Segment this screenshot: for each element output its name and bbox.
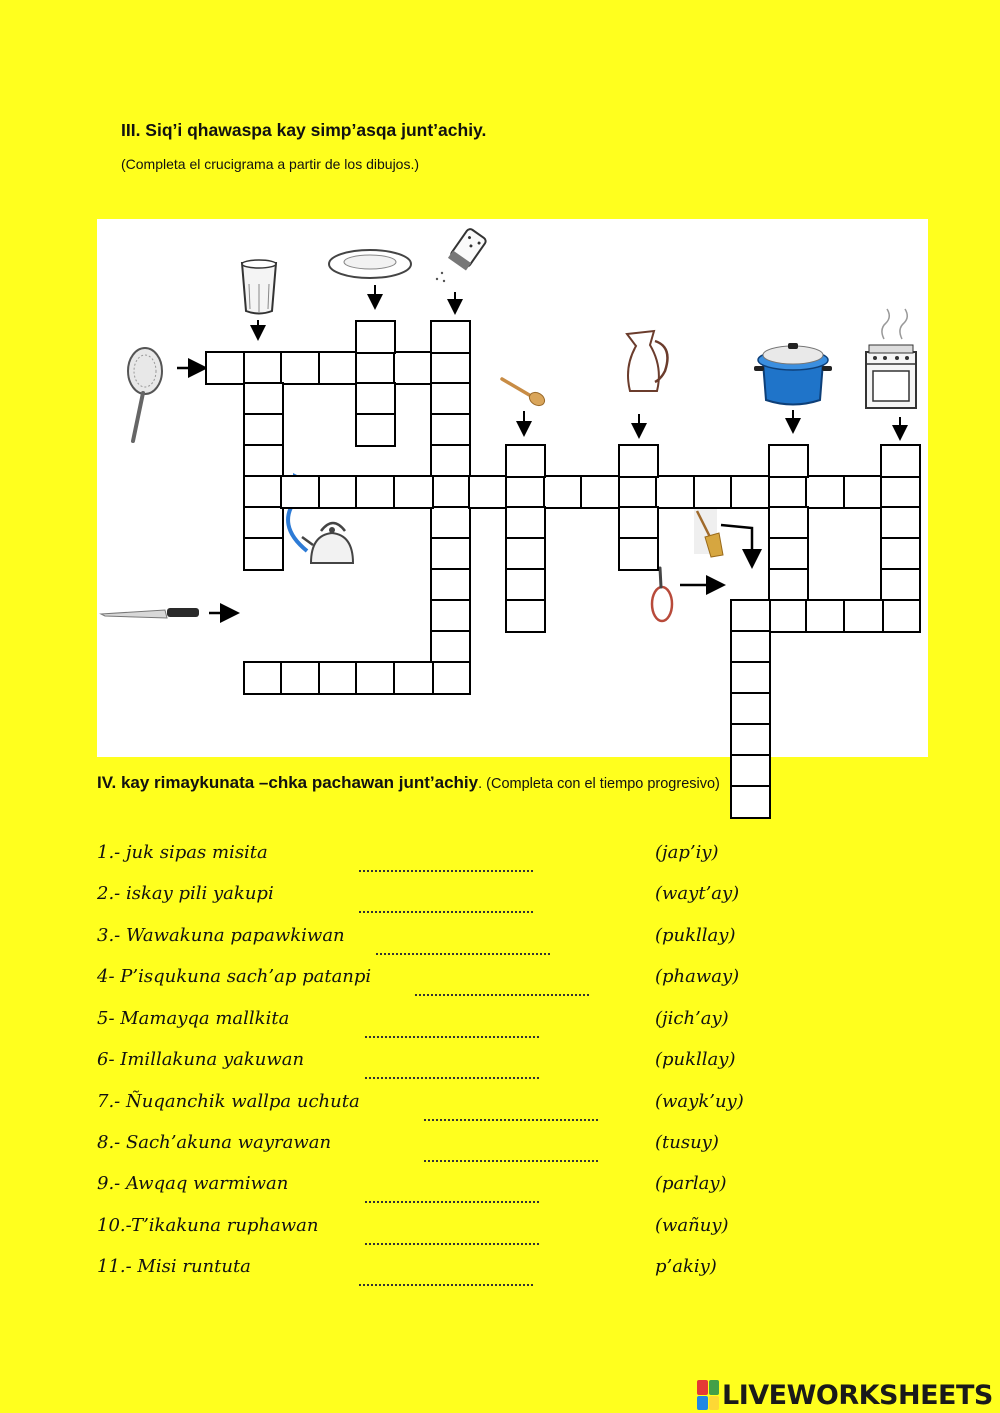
crossword-letter-input[interactable] bbox=[245, 539, 282, 569]
crossword-letter-input[interactable] bbox=[582, 477, 619, 507]
answer-input[interactable] bbox=[376, 927, 550, 955]
crossword-cell[interactable] bbox=[430, 382, 471, 416]
crossword-cell[interactable] bbox=[843, 475, 884, 509]
exercise-sentence: 9.- Awqaq warmiwan bbox=[97, 1173, 289, 1194]
crossword-cell[interactable] bbox=[355, 320, 396, 354]
crossword-cell[interactable] bbox=[730, 661, 771, 695]
exercise-item bbox=[97, 1132, 897, 1162]
crossword-letter-input[interactable] bbox=[507, 570, 544, 600]
crossword-letter-input[interactable] bbox=[320, 663, 357, 693]
exercise-sentence: 1.- juk sipas misita bbox=[97, 842, 268, 863]
exercise-item bbox=[97, 842, 897, 872]
crossword-cell[interactable] bbox=[880, 537, 921, 571]
answer-input[interactable] bbox=[365, 1051, 539, 1079]
crossword-letter-input[interactable] bbox=[845, 477, 882, 507]
plate-icon bbox=[329, 250, 411, 278]
section-3-subtitle: (Completa el crucigrama a partir de los dibujos.) bbox=[121, 156, 420, 172]
crossword-letter-input[interactable] bbox=[732, 694, 769, 724]
crossword-cell[interactable] bbox=[430, 599, 471, 633]
crossword-letter-input[interactable] bbox=[432, 384, 469, 414]
crossword-letter-input[interactable] bbox=[282, 663, 319, 693]
crossword-letter-input[interactable] bbox=[620, 508, 657, 538]
crossword-cell[interactable] bbox=[430, 537, 471, 571]
exercise-item bbox=[97, 1049, 897, 1079]
crossword-cell[interactable] bbox=[430, 475, 471, 509]
verb-hint: (phaway) bbox=[655, 966, 740, 987]
verb-hint: (parlay) bbox=[655, 1173, 727, 1194]
crossword-letter-input[interactable] bbox=[732, 663, 769, 693]
crossword-letter-input[interactable] bbox=[282, 353, 319, 383]
crossword-cell[interactable] bbox=[768, 506, 809, 540]
crossword-cell[interactable] bbox=[430, 506, 471, 540]
crossword-letter-input[interactable] bbox=[770, 601, 807, 631]
crossword-cell[interactable] bbox=[880, 444, 921, 478]
crossword-cell[interactable] bbox=[505, 506, 546, 540]
crossword-letter-input[interactable] bbox=[245, 415, 282, 445]
glass-icon bbox=[242, 260, 276, 314]
crossword-cell[interactable] bbox=[730, 630, 771, 664]
exercise-item bbox=[97, 1215, 897, 1245]
crossword-letter-input[interactable] bbox=[395, 477, 432, 507]
crossword-letter-input[interactable] bbox=[882, 446, 919, 476]
crossword-cell[interactable] bbox=[805, 475, 846, 509]
crossword-cell[interactable] bbox=[243, 661, 284, 695]
crossword-letter-input[interactable] bbox=[732, 756, 769, 786]
crossword-letter-input[interactable] bbox=[245, 508, 282, 538]
crossword-cell[interactable] bbox=[430, 320, 471, 354]
crossword-cell[interactable] bbox=[730, 692, 771, 726]
section-4-title bbox=[97, 773, 720, 793]
crossword-cell[interactable] bbox=[243, 537, 284, 571]
crossword-letter-input[interactable] bbox=[320, 477, 357, 507]
crossword-letter-input[interactable] bbox=[882, 570, 919, 600]
crossword-letter-input[interactable] bbox=[732, 601, 769, 631]
crossword-letter-input[interactable] bbox=[245, 477, 282, 507]
answer-input[interactable] bbox=[365, 1010, 539, 1038]
crossword-cell[interactable] bbox=[430, 413, 471, 447]
exercise-sentence: 4- P’isqukuna sach’ap patanpi bbox=[97, 966, 372, 987]
crossword-cell[interactable] bbox=[618, 475, 659, 509]
crossword-cell[interactable] bbox=[768, 444, 809, 478]
liveworksheets-badge-icon bbox=[697, 1380, 719, 1410]
crossword-cell[interactable] bbox=[430, 568, 471, 602]
exercise-sentence: 6- Imillakuna yakuwan bbox=[97, 1049, 305, 1070]
broom-icon bbox=[694, 508, 723, 557]
crossword-letter-input[interactable] bbox=[432, 570, 469, 600]
crossword-letter-input[interactable] bbox=[620, 477, 657, 507]
crossword-cell[interactable] bbox=[505, 599, 546, 633]
exercise-sentence: 3.- Wawakuna papawkiwan bbox=[97, 925, 345, 946]
pitcher-icon bbox=[627, 331, 667, 391]
crossword-letter-input[interactable] bbox=[732, 787, 769, 817]
crossword-letter-input[interactable] bbox=[432, 632, 469, 662]
crossword-cell[interactable] bbox=[243, 444, 284, 478]
crossword-cell[interactable] bbox=[618, 506, 659, 540]
crossword-letter-input[interactable] bbox=[245, 353, 282, 383]
crossword-letter-input[interactable] bbox=[507, 539, 544, 569]
crossword-cell[interactable] bbox=[730, 475, 771, 509]
crossword-cell[interactable] bbox=[280, 475, 321, 509]
crossword-cell[interactable] bbox=[618, 537, 659, 571]
crossword-cell[interactable] bbox=[880, 599, 921, 633]
crossword-cell[interactable] bbox=[768, 537, 809, 571]
crossword-cell[interactable] bbox=[843, 599, 884, 633]
crossword-cell[interactable] bbox=[318, 475, 359, 509]
crossword-letter-input[interactable] bbox=[770, 446, 807, 476]
crossword-letter-input[interactable] bbox=[282, 477, 319, 507]
strainer-icon bbox=[128, 348, 162, 441]
crossword-cell[interactable] bbox=[730, 754, 771, 788]
crossword-letter-input[interactable] bbox=[732, 632, 769, 662]
crossword-letter-input[interactable] bbox=[620, 446, 657, 476]
crossword-cell[interactable] bbox=[693, 475, 734, 509]
section-4-instruction: . (Completa con el tiempo progresivo) bbox=[478, 776, 720, 792]
crossword-letter-input[interactable] bbox=[882, 539, 919, 569]
crossword-cell[interactable] bbox=[505, 568, 546, 602]
crossword-letter-input[interactable] bbox=[507, 601, 544, 631]
crossword-letter-input[interactable] bbox=[882, 601, 919, 631]
stove-icon bbox=[866, 309, 916, 408]
crossword-cell[interactable] bbox=[880, 568, 921, 602]
exercise-sentence: 8.- Sach’akuna wayrawan bbox=[97, 1132, 332, 1153]
crossword-letter-input[interactable] bbox=[507, 446, 544, 476]
crossword-cell[interactable] bbox=[243, 382, 284, 416]
crossword-letter-input[interactable] bbox=[357, 415, 394, 445]
crossword-cell[interactable] bbox=[580, 475, 621, 509]
crossword-letter-input[interactable] bbox=[507, 477, 544, 507]
verb-hint: (pukllay) bbox=[655, 925, 736, 946]
knife-icon bbox=[101, 608, 199, 618]
crossword-cell[interactable] bbox=[243, 413, 284, 447]
crossword-letter-input[interactable] bbox=[770, 477, 807, 507]
crossword-cell[interactable] bbox=[355, 382, 396, 416]
crossword-letter-input[interactable] bbox=[432, 353, 469, 383]
crossword-cell[interactable] bbox=[880, 506, 921, 540]
crossword-panel bbox=[97, 219, 928, 757]
crossword-cell[interactable] bbox=[505, 537, 546, 571]
exercise-item bbox=[97, 1173, 897, 1203]
crossword-letter-input[interactable] bbox=[245, 446, 282, 476]
exercise-sentence: 7.- Ñuqanchik wallpa uchuta bbox=[97, 1091, 360, 1112]
exercise-sentence: 2.- iskay pili yakupi bbox=[97, 883, 274, 904]
crossword-cell[interactable] bbox=[430, 351, 471, 385]
crossword-letter-input[interactable] bbox=[470, 477, 507, 507]
crossword-letter-input[interactable] bbox=[882, 477, 919, 507]
crossword-letter-input[interactable] bbox=[770, 570, 807, 600]
kettle-icon bbox=[302, 523, 353, 563]
crossword-cell[interactable] bbox=[730, 599, 771, 633]
crossword-cell[interactable] bbox=[768, 599, 809, 633]
answer-input[interactable] bbox=[424, 1134, 598, 1162]
exercise-sentence: 5- Mamayqa mallkita bbox=[97, 1008, 290, 1029]
crossword-cell[interactable] bbox=[505, 444, 546, 478]
crossword-letter-input[interactable] bbox=[657, 477, 694, 507]
crossword-letter-input[interactable] bbox=[432, 601, 469, 631]
verb-hint: (tusuy) bbox=[655, 1132, 719, 1153]
crossword-cell[interactable] bbox=[243, 475, 284, 509]
exercise-item bbox=[97, 1008, 897, 1038]
exercise-sentence: 11.- Misi runtuta bbox=[97, 1256, 251, 1277]
answer-input[interactable] bbox=[365, 1175, 539, 1203]
crossword-cell[interactable] bbox=[355, 661, 396, 695]
crossword-letter-input[interactable] bbox=[357, 477, 394, 507]
crossword-cell[interactable] bbox=[393, 475, 434, 509]
crossword-cell[interactable] bbox=[430, 661, 471, 695]
salt-shaker-icon bbox=[448, 228, 487, 271]
crossword-letter-input[interactable] bbox=[357, 353, 394, 383]
pot-icon bbox=[754, 343, 832, 405]
spoon-icon bbox=[502, 379, 547, 408]
verb-hint: (pukllay) bbox=[655, 1049, 736, 1070]
crossword-cell[interactable] bbox=[768, 568, 809, 602]
crossword-cell[interactable] bbox=[318, 661, 359, 695]
crossword-cell[interactable] bbox=[430, 444, 471, 478]
section-3-title: III. Siq’i qhawaspa kay simp’asqa junt’achiy. bbox=[121, 120, 487, 140]
crossword-cell[interactable] bbox=[543, 475, 584, 509]
frying-pan-icon bbox=[652, 568, 672, 621]
verb-hint: (wayt’ay) bbox=[655, 883, 740, 904]
crossword-cell[interactable] bbox=[393, 661, 434, 695]
crossword-cell[interactable] bbox=[805, 599, 846, 633]
crossword-cell[interactable] bbox=[355, 475, 396, 509]
crossword-letter-input[interactable] bbox=[432, 663, 469, 693]
crossword-cell[interactable] bbox=[243, 506, 284, 540]
answer-input[interactable] bbox=[415, 968, 589, 996]
exercise-item bbox=[97, 1256, 897, 1286]
crossword-letter-input[interactable] bbox=[245, 663, 282, 693]
crossword-cell[interactable] bbox=[280, 661, 321, 695]
crossword-letter-input[interactable] bbox=[357, 322, 394, 352]
verb-hint: (jich’ay) bbox=[655, 1008, 729, 1029]
crossword-letter-input[interactable] bbox=[432, 415, 469, 445]
answer-input[interactable] bbox=[365, 1217, 539, 1245]
crossword-letter-input[interactable] bbox=[395, 663, 432, 693]
crossword-cell[interactable] bbox=[355, 351, 396, 385]
crossword-letter-input[interactable] bbox=[357, 384, 394, 414]
exercise-sentence: 10.-T’ikakuna ruphawan bbox=[97, 1215, 319, 1236]
crossword-cell[interactable] bbox=[505, 475, 546, 509]
section-4-heading: IV. kay rimaykunata –chka pachawan junt’achiy bbox=[97, 773, 479, 792]
crossword-letter-input[interactable] bbox=[245, 384, 282, 414]
crossword-letter-input[interactable] bbox=[432, 508, 469, 538]
crossword-cell[interactable] bbox=[430, 630, 471, 664]
answer-input[interactable] bbox=[359, 885, 533, 913]
crossword-cell[interactable] bbox=[768, 475, 809, 509]
crossword-letter-input[interactable] bbox=[432, 322, 469, 352]
verb-hint: (wayk’uy) bbox=[655, 1091, 744, 1112]
crossword-cell[interactable] bbox=[655, 475, 696, 509]
answer-input[interactable] bbox=[359, 1258, 533, 1286]
crossword-letter-input[interactable] bbox=[807, 477, 844, 507]
crossword-letter-input[interactable] bbox=[507, 508, 544, 538]
exercise-item bbox=[97, 966, 897, 996]
liveworksheets-logo bbox=[697, 1378, 993, 1412]
crossword-cell[interactable] bbox=[393, 351, 434, 385]
crossword-letter-input[interactable] bbox=[432, 477, 469, 507]
crossword-letter-input[interactable] bbox=[882, 508, 919, 538]
crossword-letter-input[interactable] bbox=[395, 353, 432, 383]
crossword-cell[interactable] bbox=[280, 351, 321, 385]
crossword-letter-input[interactable] bbox=[432, 539, 469, 569]
crossword-cell[interactable] bbox=[468, 475, 509, 509]
verb-hint: p’akiy) bbox=[655, 1256, 717, 1277]
crossword-letter-input[interactable] bbox=[732, 725, 769, 755]
crossword-letter-input[interactable] bbox=[695, 477, 732, 507]
crossword-letter-input[interactable] bbox=[770, 508, 807, 538]
crossword-letter-input[interactable] bbox=[845, 601, 882, 631]
verb-hint: (jap’iy) bbox=[655, 842, 719, 863]
crossword-cell[interactable] bbox=[618, 444, 659, 478]
crossword-letter-input[interactable] bbox=[357, 663, 394, 693]
brand-text: LIVEWORKSHEETS bbox=[722, 1379, 993, 1411]
crossword-cell[interactable] bbox=[318, 351, 359, 385]
answer-input[interactable] bbox=[424, 1093, 598, 1121]
exercise-item bbox=[97, 1091, 897, 1121]
crossword-letter-input[interactable] bbox=[620, 539, 657, 569]
crossword-letter-input[interactable] bbox=[807, 601, 844, 631]
crossword-cell[interactable] bbox=[355, 413, 396, 447]
exercise-item bbox=[97, 883, 897, 913]
crossword-letter-input[interactable] bbox=[207, 353, 244, 383]
crossword-letter-input[interactable] bbox=[320, 353, 357, 383]
crossword-letter-input[interactable] bbox=[545, 477, 582, 507]
crossword-cell[interactable] bbox=[243, 351, 284, 385]
crossword-cell[interactable] bbox=[880, 475, 921, 509]
crossword-cell[interactable] bbox=[730, 723, 771, 757]
verb-hint: (wañuy) bbox=[655, 1215, 729, 1236]
crossword-letter-input[interactable] bbox=[732, 477, 769, 507]
crossword-cell[interactable] bbox=[205, 351, 246, 385]
answer-input[interactable] bbox=[359, 844, 533, 872]
crossword-cell[interactable] bbox=[730, 785, 771, 819]
exercise-item bbox=[97, 925, 897, 955]
crossword-letter-input[interactable] bbox=[432, 446, 469, 476]
crossword-letter-input[interactable] bbox=[770, 539, 807, 569]
